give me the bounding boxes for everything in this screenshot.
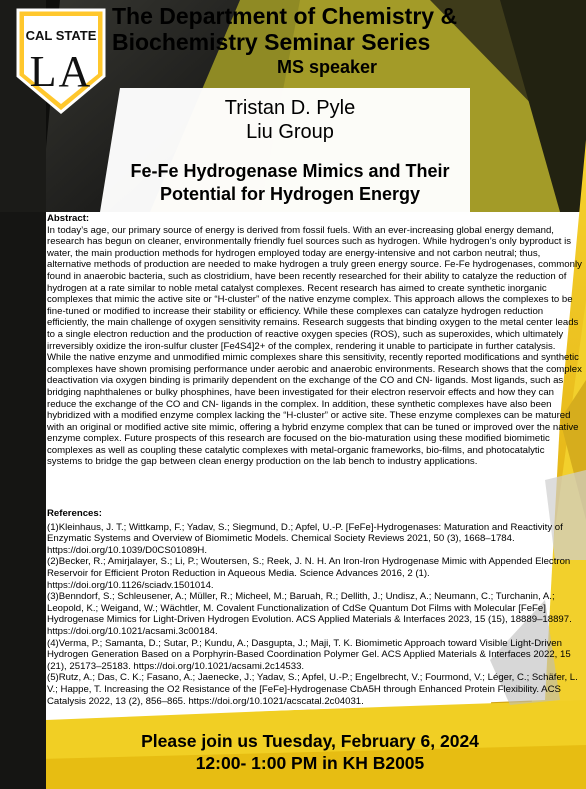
reference-item: (2)Becker, R.; Amirjalayer, S.; Li, P.; Woutersen, S.; Reek, J. N. H. An Iron-Iron Hydrogenase Mimic with Appended Electron Reservoir for Efficient Proton Reduction in Aqueous Media. Science Advances 2016, 2 (1). https://doi.org/10.1126/sciadv.1501014.: [47, 556, 571, 591]
logo-text-la: LA: [29, 47, 93, 96]
reference-item: (4)Verma, P.; Samanta, D.; Sutar, P.; Kundu, A.; Dasgupta, J.; Maji, T. K. Biomimetic Approach toward Visible Light-Driven Hydrogen Generation Based on a Porphyrin-Based Coordination Polymer Gel. ACS Applied Materials & Interfaces 2022, 15 (21), 25173–25183. https://doi.org/10.1021/acsami.2c14533.: [47, 637, 571, 672]
talk-title-line-2: Potential for Hydrogen Energy: [159, 184, 421, 204]
talk-title: [100, 160, 480, 206]
reference-item: (5)Rutz, A.; Das, C. K.; Fasano, A.; Jaenecke, J.; Yadav, S.; Apfel, U.-P.; Engelbrecht, V.; Fourmond, V.; Léger, C.; Schäfer, L. V.; Happe, T. Increasing the O2 Resistance of the [FeFe]-Hydrogenase CbA5H through Enhanced Protein Flexibility. ACS Catalysis 2022, 13 (2), 856–865. https://doi.org/10.1021/acscatal.2c04031.: [47, 672, 578, 707]
header-line-3: MS speaker: [276, 57, 378, 77]
reference-item: (1)Kleinhaus, J. T.; Wittkamp, F.; Yadav, S.; Siegmund, D.; Apfel, U.-P. [FeFe]-Hydrogenases: Maturation and Reactivity of Enzymatic Systems and Overview of Biomimetic Models. Chemical Society Reviews 2021, 50 (3), 1668–1784. https://doi.org/10.1039/D0CS01089H.: [47, 521, 563, 556]
logo-text-cal-state: CAL STATE: [25, 28, 97, 43]
abstract-section: [47, 213, 582, 468]
event-date: Please join us Tuesday, February 6, 2024: [141, 731, 479, 751]
reference-item: (3)Benndorf, S.; Schleusener, A.; Müller, R.; Micheel, M.; Baruah, R.; Dellith, J.; Undisz, A.; Neumann, C.; Turchanin, A.; Leopold, K.; Weigand, W.; Wächtler, M. Covalent Functionalization of CdSe Quantum Dot Films with Molecular [FeFe] Hydrogenase Mimics for Light-Driven Hydrogen Evolution. ACS Applied Materials & Interfaces 2023, 15 (15), 18889–18897. https://doi.org/10.1021/acsami.3c00184.: [47, 591, 572, 637]
header-line-2: Biochemistry Seminar Series: [112, 29, 431, 55]
talk-title-line-1: Fe-Fe Hydrogenase Mimics and Their: [130, 161, 450, 181]
references-section: [47, 508, 582, 707]
event-time-location: 12:00- 1:00 PM in KH B2005: [195, 753, 425, 773]
event-details: [70, 730, 550, 774]
speaker-group: Liu Group: [246, 121, 334, 143]
speaker-block: [130, 96, 450, 144]
abstract-text: In today’s age, our primary source of energy is derived from fossil fuels. With an ever-increasing global energy demand, research has begun on cleaner, environmentally friendly fuel sources such as hydrogen. While hydrogen’s only byproduct is water, the main production methods for hydrogen employed today are energy-intensive and not carbon neutral; thus, alternative methods of production are needed to make hydrogen a truly green energy source. Fe-Fe hydrogenases, commonly found in anaerobic bacteria, such as clostridium, have been recently researched for their ability to catalyze the reduction of hydrogen at a rate similar to noble metal catalyst complexes. Recent research has aimed to create synthetic inorganic complexes that mimic the active site or “H-cluster” of the native enzyme complex. This approach allows the complexes to be fine-tuned or modified to increase their stability or efficiency. While these complexes can catalyze hydrogen reduction efficiently, the main challenge of oxygen sensitivity remains. Research suggests that binding oxygen to the metal center leads to a single electron reduction and the production of reactive oxygen species (ROS), such as superoxides, which ultimately irreversibly oxidize the iron-sulfur cluster [Fe4S4]2+ of the complex, rendering it unable to participate in further catalysis. While the native enzyme and unmodified mimic complexes share this sensitivity, recently reported modifications and synthetic complexes have shown promising performance under aerobic and anaerobic environments. Research shows that the complex deactivation via oxygen binding is primarily dependent on the exchange of the CO and CN- ligands. Most ligands, such as bridging naphthalenes or bulky phosphines, have been investigated for their electron reservoir effects and how they can reduce the exchange of the CO and CN- ligands in the complex. In addition, these synthetic complexes have also been hybridized with a modified enzyme complex lacking the “H-cluster” or active site. These enzyme complexes can be matured with an original or modified active site mimic, offering a hybrid enzyme complex that can be tuned or improved over the native enzyme complex. Future prospects of this research are focused on the bio-maturation using these modified biomimetic complexes as well as coupling these catalytic complexes with metal-organic frameworks, bio-films, and photocatalytic systems to bridge the gap between clean energy production on the lab bench to industry applications.: [47, 224, 582, 468]
speaker-name: Tristan D. Pyle: [224, 97, 356, 119]
header-line-1: The Department of Chemistry &: [112, 3, 458, 29]
abstract-heading: Abstract:: [47, 213, 90, 224]
references-heading: References:: [47, 508, 102, 519]
seminar-header: [112, 3, 582, 79]
